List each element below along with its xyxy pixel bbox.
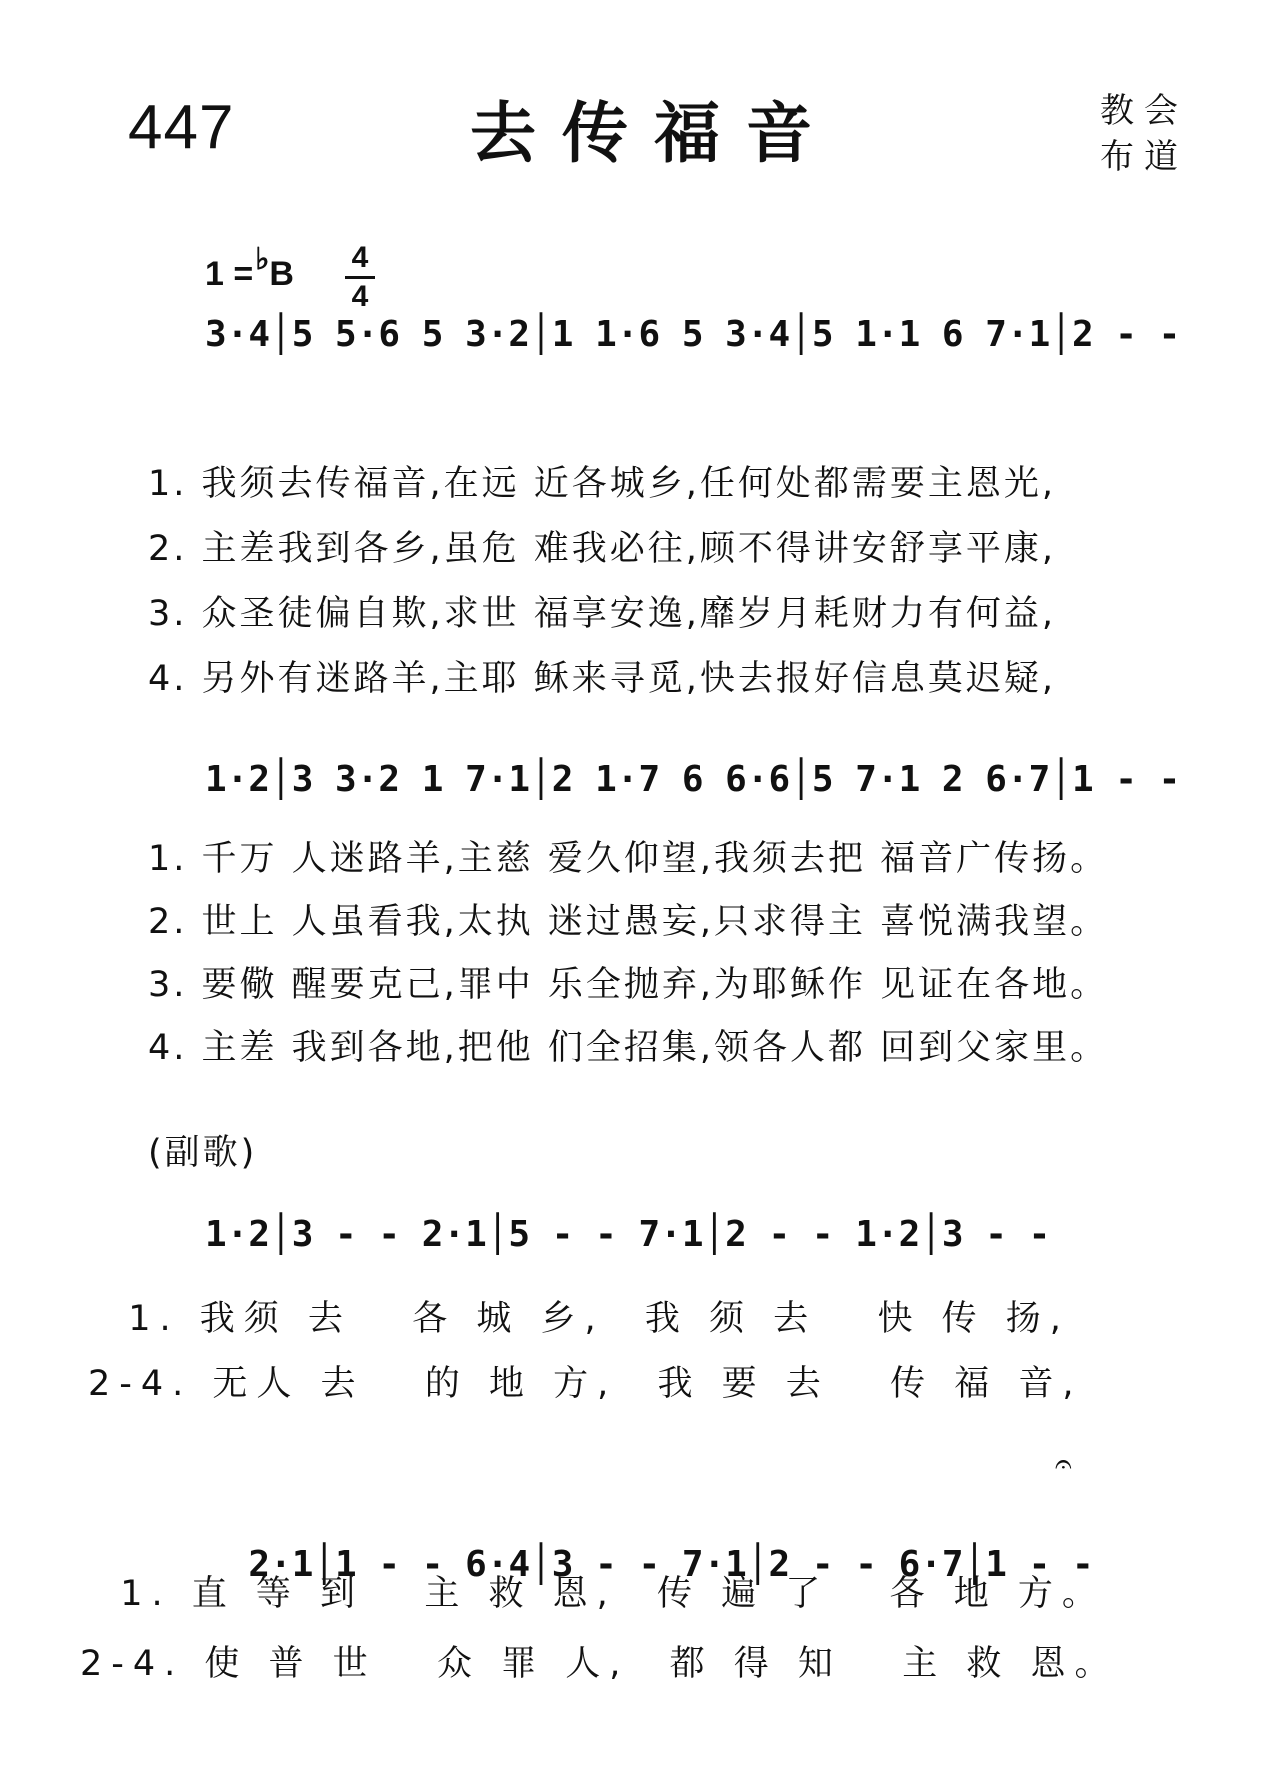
key-note: B: [269, 255, 294, 293]
lyric-chorus-2-verse-1: 1. 直 等 到 主 救 恩, 传 遍 了 各 地 方。: [80, 1574, 1106, 1614]
lyric-verse-2-line-1: 2. 主差我到各乡,虽危 难我必往,顾不得讲安舒享平康,: [148, 529, 1057, 569]
time-fraction-line: [345, 276, 375, 279]
key-signature: [205, 243, 294, 294]
notation-line-2: 1·2│3 3·2 1 7·1│2 1·7 6 6·6│5 7·1 2 6·7│1 - -: [205, 759, 1181, 800]
hymn-title: 去传福音: [470, 95, 838, 172]
time-numerator: 4: [351, 241, 369, 274]
notation-chorus-2-text: 2·1│1 - - 6·4│3 - - 7·1│2 - - 6·7│1 - -: [248, 1544, 1094, 1585]
lyric-chorus-1-verse-2-4: 2-4. 无人 去 的 地 方, 我 要 去 传 福 音,: [88, 1364, 1083, 1404]
chorus-label: (副歌): [148, 1133, 258, 1173]
lyric-verse-1-line-2: 1. 千万 人迷路羊,主慈 爱久仰望,我须去把 福音广传扬。: [148, 839, 1109, 879]
hymn-category: [1100, 88, 1188, 180]
category-line-1: 教会: [1100, 91, 1188, 131]
flat-sign: ♭: [255, 243, 270, 276]
notation-chorus-1: 1·2│3 - - 2·1│5 - - 7·1│2 - - 1·2│3 - -: [205, 1214, 1051, 1255]
lyric-chorus-2-verse-2-4: 2-4. 使 普 世 众 罪 人, 都 得 知 主 救 恩。: [80, 1644, 1119, 1684]
fermata-icon: 𝄐: [1055, 1447, 1072, 1482]
lyric-verse-3-line-1: 3. 众圣徒偏自欺,求世 福享安逸,靡岁月耗财力有何益,: [148, 594, 1057, 634]
key-prefix: 1 =: [205, 255, 254, 293]
notation-chorus-2: [205, 1447, 1195, 1585]
lyric-verse-4-line-1: 4. 另外有迷路羊,主耶 稣来寻觅,快去报好信息莫迟疑,: [148, 659, 1057, 699]
lyric-verse-3-line-2: 3. 要儆 醒要克己,罪中 乐全抛弃,为耶稣作 见证在各地。: [148, 965, 1109, 1005]
lyric-chorus-1-verse-1: 1. 我须 去 各 城 乡, 我 须 去 快 传 扬,: [88, 1299, 1070, 1339]
time-denominator: 4: [351, 280, 369, 313]
lyric-verse-1-line-1: 1. 我须去传福音,在远 近各城乡,任何处都需要主恩光,: [148, 464, 1057, 504]
lyric-verse-4-line-2: 4. 主差 我到各地,把他 们全招集,领各人都 回到父家里。: [148, 1028, 1109, 1068]
hymn-number: 447: [128, 93, 235, 162]
category-line-2: 布道: [1100, 137, 1188, 177]
lyric-verse-2-line-2: 2. 世上 人虽看我,太执 迷过愚妄,只求得主 喜悦满我望。: [148, 902, 1109, 942]
notation-line-1: 3·4│5 5·6 5 3·2│1 1·6 5 3·4│5 1·1 6 7·1│2 - -: [205, 314, 1181, 355]
